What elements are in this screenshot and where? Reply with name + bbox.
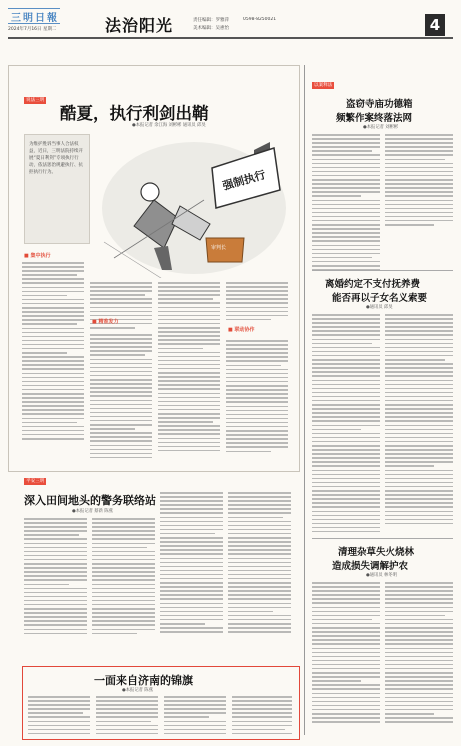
mid-text-col-4 bbox=[228, 492, 291, 635]
masthead-rule bbox=[8, 37, 453, 39]
intro-text: 为维护胜诉当事人合法权益，近日，三明法院持续开展“夏日利剑”专项执行行动，依法惩治规避执行、抗拒执行行为。 bbox=[29, 142, 83, 175]
main-subhead-3: ■ 联动协作 bbox=[228, 327, 255, 333]
mid-article-byline: ●本报记者 蔡新 陈燕 bbox=[72, 509, 113, 514]
main-subhead-2: ■ 精准发力 bbox=[92, 319, 119, 325]
right-divider-2 bbox=[312, 538, 453, 539]
mid-article-headline: 深入田间地头的警务联络站 bbox=[24, 494, 156, 507]
intro-box bbox=[24, 134, 90, 244]
mid-article-tag: 平安三明 bbox=[26, 479, 45, 484]
page-number: 4 bbox=[429, 16, 441, 34]
main-text-col-2b bbox=[90, 334, 152, 461]
right-article-1-headline-2: 频繁作案终落法网 bbox=[336, 113, 413, 124]
right-divider-1 bbox=[312, 270, 453, 271]
right-article-2-headline-1: 离婚约定不支付抚养费 bbox=[325, 279, 421, 290]
phone-number: 0598-8250021 bbox=[243, 17, 277, 22]
main-text-col-3 bbox=[158, 282, 220, 454]
bottom-text-col-4 bbox=[232, 696, 292, 737]
illustration-plaque-text: 审判长 bbox=[211, 245, 227, 251]
page-number-box bbox=[425, 14, 445, 36]
main-headline: 酷夏，执行利剑出鞘 bbox=[60, 104, 209, 123]
section-title: 法治阳光 bbox=[105, 16, 174, 35]
right-article-1-headline-1: 盗窃寺庙功德箱 bbox=[346, 99, 413, 110]
main-byline: ●本报记者 余江海 刘彬彬 通讯员 邱旻 bbox=[132, 123, 206, 128]
right-article-3-byline: ●通讯员 林冬明 bbox=[366, 573, 397, 578]
main-text-col-1 bbox=[22, 262, 84, 442]
main-subhead-1: ■ 集中执行 bbox=[24, 253, 51, 259]
mid-text-col-1 bbox=[24, 518, 87, 637]
right-article-1-tag: 以案释法 bbox=[314, 83, 333, 88]
right-article-2-col-1 bbox=[312, 314, 380, 535]
paper-logo bbox=[8, 8, 60, 24]
issue-date: 2024年7月16日 星期二 bbox=[8, 27, 57, 32]
right-article-3-headline-1: 清理杂草失火烧林 bbox=[338, 547, 415, 558]
main-text-col-4 bbox=[226, 282, 288, 323]
right-article-3-col-1 bbox=[312, 582, 380, 725]
mid-text-col-3 bbox=[160, 492, 223, 635]
bottom-text-col-1 bbox=[28, 696, 90, 737]
right-article-1-col-2 bbox=[385, 134, 453, 228]
main-feature-tag: 说法三明 bbox=[26, 98, 45, 103]
right-article-1-col-1 bbox=[312, 134, 380, 273]
right-column-rule bbox=[304, 65, 305, 735]
right-article-3-headline-2: 造成损失调解护农 bbox=[332, 561, 409, 572]
masthead bbox=[0, 0, 461, 48]
bottom-text-col-2 bbox=[96, 696, 158, 737]
right-article-2-col-2 bbox=[385, 314, 453, 527]
right-article-2-headline-2: 能否再以子女名义索要 bbox=[332, 293, 428, 304]
right-article-2-byline: ●通讯员 邱旻 bbox=[366, 305, 393, 310]
illustration-sign-text: 强制执行 bbox=[221, 168, 268, 193]
paper-name: 三明日報 bbox=[11, 13, 59, 24]
bottom-article-headline: 一面来自济南的锦旗 bbox=[94, 674, 193, 687]
right-article-3-col-2 bbox=[385, 582, 453, 725]
enforcement-illustration bbox=[94, 130, 290, 278]
main-text-col-4b bbox=[226, 340, 288, 455]
right-article-1-byline: ●本报记者 刘彬彬 bbox=[363, 125, 399, 130]
editor-credit: 责任编辑：罗雅萍 bbox=[193, 18, 229, 23]
bottom-article-byline: ●本报记者 陈燕 bbox=[122, 688, 153, 693]
bottom-text-col-3 bbox=[164, 696, 226, 737]
mid-text-col-2 bbox=[92, 518, 155, 637]
art-editor-credit: 美术编辑：吴惠怡 bbox=[193, 26, 229, 31]
